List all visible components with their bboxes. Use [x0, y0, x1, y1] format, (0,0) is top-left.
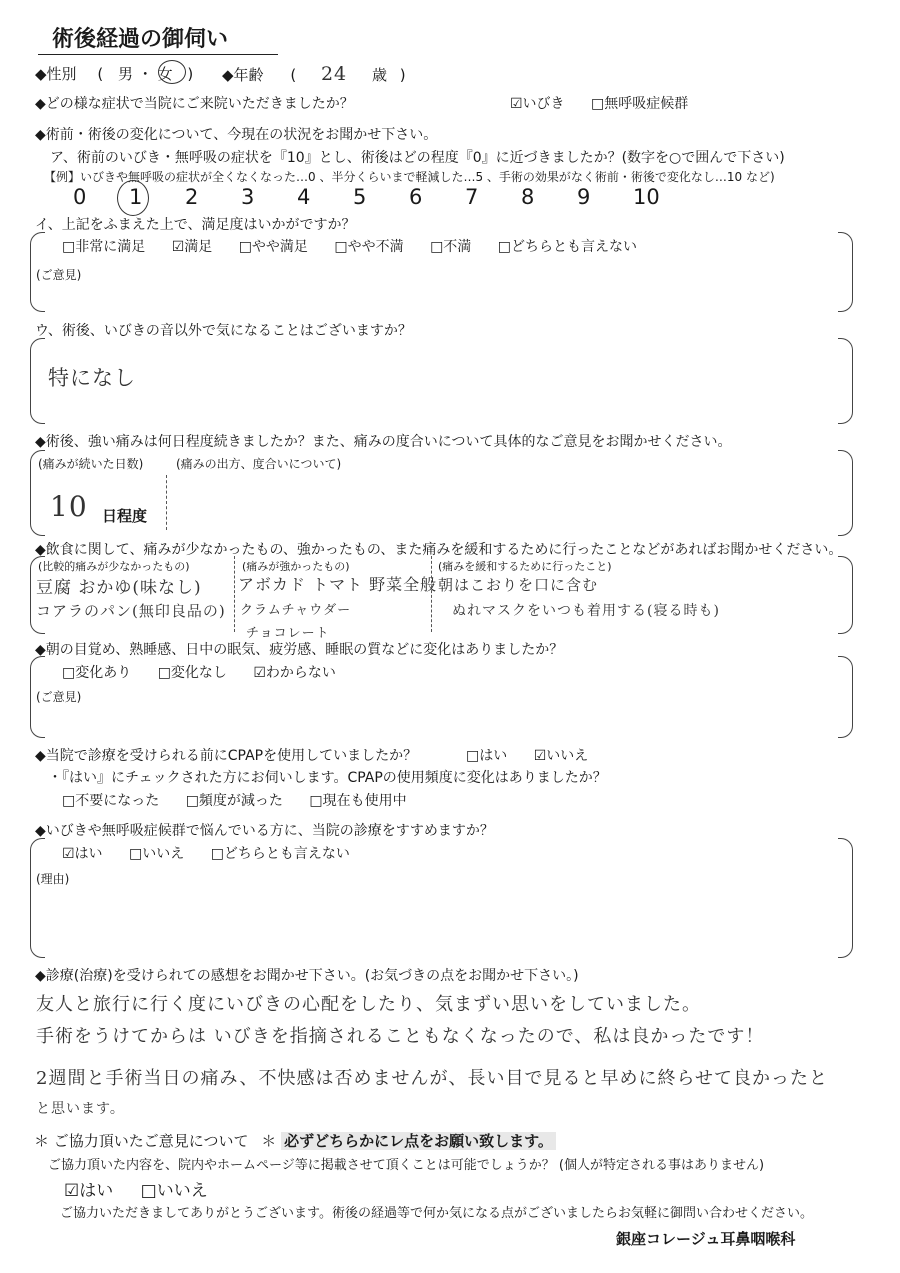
footer-star2: ＊	[261, 1132, 277, 1150]
scale-1[interactable]: 1	[129, 185, 143, 209]
q4-col2-line3[interactable]: チョコレート	[246, 626, 330, 641]
q3-days-label: (痛みが続いた日数)	[38, 457, 144, 471]
scale-1-circle-mark	[117, 180, 149, 216]
q4-col2-line2[interactable]: クラムチャウダー	[240, 603, 352, 618]
page-title: 術後経過の御伺い	[52, 27, 229, 52]
q2-sub-a: ア、術前のいびき・無呼吸の症状を『10』とし、術後はどの程度『0』に近づきましたか？(数字を○で囲んで下さい)	[50, 150, 785, 166]
satisfaction-satisfied[interactable]: ☑満足	[171, 239, 213, 255]
q7-reason-label: (理由)	[36, 872, 70, 886]
age-label: ◆年齢	[222, 66, 264, 84]
q2-u-bracket-left	[30, 338, 45, 424]
q2-sub-u: ウ、術後、いびきの音以外で気になることはございますか？	[35, 323, 412, 339]
age-value[interactable]: 24	[320, 63, 348, 85]
q6-sub-still-using[interactable]: □現在も使用中	[309, 793, 407, 809]
age-close: )	[399, 66, 406, 84]
q7-bracket-right	[838, 838, 853, 958]
q7-option-yes[interactable]: ☑はい	[62, 846, 103, 862]
q6-option-no[interactable]: ☑いいえ	[533, 748, 589, 764]
scale-10[interactable]: 10	[633, 185, 660, 209]
q6-option-yes[interactable]: □はい	[466, 748, 508, 764]
q2-text: ◆術前・術後の変化について、今現在の状況をお聞かせ下さい。	[35, 127, 438, 143]
q7-option-neither[interactable]: □どちらとも言えない	[210, 846, 350, 862]
gender-dot: ・	[137, 65, 153, 83]
q2-example: 【例】いびきや無呼吸の症状が全くなくなった…0 、半分くらいまで軽減した…5 、手術の効果がなく術前・術後で変化なし…10 など)	[44, 170, 775, 184]
q7-options	[62, 843, 372, 863]
q3-detail-label: (痛みの出方、度合いについて)	[176, 457, 342, 471]
q1-options	[510, 93, 710, 113]
q2-satisfaction-bracket-right	[838, 232, 853, 312]
q6-sub: ・『はい』にチェックされた方にお伺いします。CPAPの使用頻度に変化はありましたか？	[48, 770, 607, 786]
q2-u-answer[interactable]: 特になし	[48, 366, 136, 390]
scale-9[interactable]: 9	[577, 185, 591, 209]
q6-sub-not-needed[interactable]: □不要になった	[62, 793, 160, 809]
q2-opinion-label: (ご意見)	[36, 268, 82, 282]
age-row	[222, 63, 406, 85]
footer-options	[64, 1176, 230, 1201]
q8-line-1[interactable]: 友人と旅行に行く度にいびきの心配をしたり、気まずい思いをしていました。	[36, 994, 701, 1015]
q4-col3-line1[interactable]: 朝はこおりを口に含む	[438, 576, 599, 594]
satisfaction-somewhat-dissatisfied[interactable]: □やや不満	[334, 239, 404, 255]
age-unit: 歳	[371, 66, 387, 84]
q8-line-4[interactable]: と思います。	[36, 1101, 125, 1117]
scale-5[interactable]: 5	[353, 185, 367, 209]
q5-option-unchanged[interactable]: □変化なし	[157, 665, 227, 681]
title-underline	[38, 54, 278, 55]
scale-8[interactable]: 8	[521, 185, 535, 209]
footer-star1: ＊ ご協力頂いたご意見について	[34, 1132, 249, 1150]
q4-col3-label: (痛みを緩和するために行ったこと)	[438, 560, 612, 573]
q7-text: ◆いびきや無呼吸症候群で悩んでいる方に、当院の診療をすすめますか？	[35, 823, 494, 839]
q3-days-value[interactable]: 10	[50, 490, 88, 523]
q4-col2-line1[interactable]: アボカド トマト 野菜全般	[238, 575, 438, 594]
q4-col1-label: (比較的痛みが少なかったもの)	[38, 560, 190, 573]
q4-text: ◆飲食に関して、痛みが少なかったもの、強かったもの、また痛みを緩和するために行ったことなどがあればお聞かせください。	[35, 542, 843, 558]
satisfaction-dissatisfied[interactable]: □不満	[430, 239, 472, 255]
footer-question: ご協力頂いた内容を、院内やホームページ等に掲載させて頂くことは可能でしょうか？ (個人が特定される事はありません)	[48, 1158, 765, 1173]
q6-text: ◆当院で診療を受けられる前にCPAPを使用していましたか？	[35, 748, 418, 764]
q3-days-unit: 日程度	[102, 507, 148, 525]
scale-2[interactable]: 2	[185, 185, 199, 209]
q4-col3-line2[interactable]: ぬれマスクをいつも着用する(寝る時も)	[452, 603, 720, 619]
gender-label: ◆性別	[35, 65, 77, 83]
q1-option-ibiki[interactable]: ☑いびき	[510, 96, 565, 112]
scale-6[interactable]: 6	[409, 185, 423, 209]
q2-sub-i: イ、上記をふまえた上で、満足度はいかがですか？	[35, 217, 356, 233]
q4-divider-1	[234, 556, 235, 632]
q4-col2-label: (痛みが強かったもの)	[242, 560, 350, 573]
q2-scale	[73, 185, 689, 209]
scale-4[interactable]: 4	[297, 185, 311, 209]
age-open: (	[290, 66, 297, 84]
q7-option-no[interactable]: □いいえ	[129, 846, 185, 862]
q5-text: ◆朝の目覚め、熟睡感、日中の眠気、疲労感、睡眠の質などに変化はありましたか？	[35, 642, 564, 658]
q2-u-bracket-right	[838, 338, 853, 424]
q1-option-apnea[interactable]: □無呼吸症候群	[591, 96, 689, 112]
q5-bracket-right	[838, 656, 853, 738]
scale-3[interactable]: 3	[241, 185, 255, 209]
footer-option-no[interactable]: □いいえ	[140, 1181, 208, 1201]
q5-option-unknown[interactable]: ☑わからない	[253, 665, 336, 681]
q6-options	[466, 745, 610, 765]
q8-line-2[interactable]: 手術をうけてからは いびきを指摘されることもなくなったので、私は良かったです！	[36, 1026, 765, 1047]
q4-col1-line1[interactable]: 豆腐 おかゆ(味なし)	[36, 578, 202, 598]
satisfaction-neither[interactable]: □どちらとも言えない	[497, 239, 637, 255]
footer-option-yes[interactable]: ☑はい	[64, 1181, 114, 1201]
q3-bracket-right	[838, 450, 853, 536]
q8-line-3[interactable]: 2週間と手術当日の痛み、不快感は否めませんが、長い目で見ると早めに終らせて良かったと	[36, 1068, 828, 1089]
q5-options	[62, 662, 358, 682]
satisfaction-somewhat-satisfied[interactable]: □やや満足	[238, 239, 308, 255]
gender-close: )	[187, 65, 194, 83]
clinic-name: 銀座コレージュ耳鼻咽喉科	[616, 1230, 796, 1248]
gender-male[interactable]: 男	[117, 65, 133, 83]
footer-thanks: ご協力いただきましてありがとうございます。術後の経過等で何か気になる点がございましたらお気軽に御問い合わせください。	[60, 1206, 813, 1221]
satisfaction-very-satisfied[interactable]: □非常に満足	[62, 239, 146, 255]
q5-option-changed[interactable]: □変化あり	[62, 665, 132, 681]
scale-0[interactable]: 0	[73, 185, 87, 209]
q3-text: ◆術後、強い痛みは何日程度続きましたか？また、痛みの度合いについて具体的なご意見をお聞かせください。	[35, 434, 732, 450]
female-circle-mark	[158, 60, 186, 84]
q2-satisfaction-options	[62, 236, 659, 256]
q3-divider	[166, 475, 167, 530]
scale-7[interactable]: 7	[465, 185, 479, 209]
q4-bracket-right	[838, 556, 853, 634]
q7-bracket-left	[30, 838, 45, 958]
q8-text: ◆診療(治療)を受けられての感想をお聞かせ下さい。(お気づきの点をお聞かせ下さい。)	[35, 968, 579, 984]
q4-divider-2	[431, 556, 432, 632]
q5-opinion-label: (ご意見)	[36, 690, 82, 704]
footer-emphasis: 必ずどちらかにレ点をお願い致します。	[281, 1132, 556, 1150]
q1-text: ◆どの様な症状で当院にご来院いただきましたか？	[35, 96, 354, 112]
footer-note	[34, 1130, 556, 1151]
q6-sub-options	[62, 790, 429, 810]
q6-sub-reduced[interactable]: □頻度が減った	[185, 793, 283, 809]
gender-female[interactable]: 女	[157, 65, 173, 83]
q4-col1-line2[interactable]: コアラのパン(無印良品の)	[36, 602, 226, 620]
gender-open: (	[97, 65, 104, 83]
